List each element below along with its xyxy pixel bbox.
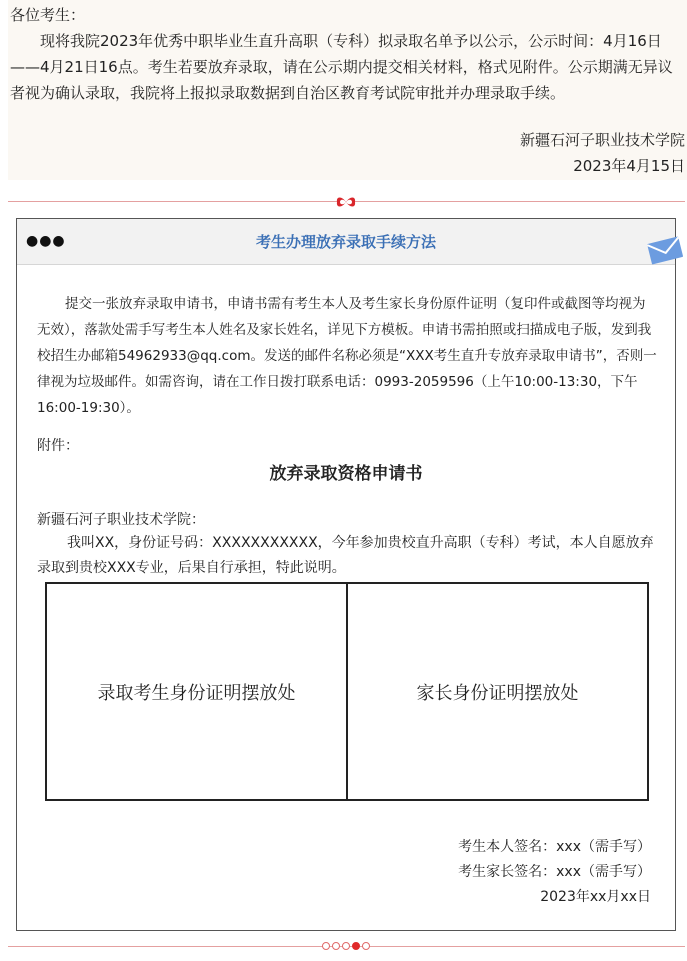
parent-id-cell: 家长身份证明摆放处 <box>346 584 647 799</box>
student-id-cell: 录取考生身份证明摆放处 <box>97 682 296 704</box>
application-statement: 我叫XX，身份证号码：XXXXXXXXXXX，今年参加贵校直升高职（专科）考试，本人自愿放弃录取到贵校XXX专业，后果自行承担，特此说明。 <box>37 535 654 576</box>
application-date: 2023年xx月xx日 <box>540 889 651 905</box>
dot-icon <box>362 942 370 950</box>
dot-icon <box>322 942 330 950</box>
notice-signature-org: 新疆石河子职业技术学院 <box>519 131 685 149</box>
application-title: 放弃录取资格申请书 <box>269 464 423 484</box>
dot-icon <box>332 942 340 950</box>
id-placement-table <box>45 582 649 801</box>
procedure-title: 考生办理放弃录取手续方法 <box>255 233 436 251</box>
more-dots-icon: ●●● <box>26 233 66 249</box>
procedure-box <box>16 218 676 931</box>
notice-paragraph: 现将我院2023年优秀中职毕业生直升高职（专科）拟录取名单予以公示，公示时间：4月16日——4月21日16点。考生若要放弃录取，请在公示期内提交相关材料，格式见附件。公示期满无异议者视为确认录取，我院将上报拟录取数据到自治区教育考试院审批并办理录取手续。 <box>10 32 673 102</box>
parent-signature-line: 考生家长签名：xxx（需手写） <box>458 864 651 880</box>
procedure-paragraph: 提交一张放弃录取申请书，申请书需有考生本人及考生家长身份原件证明（复印件或截图等均视为无效），落款处需手写考生本人姓名及家长姓名，详见下方模板。申请书需拍照或扫描成电子版，发到我校招生办邮箱54962933@qq.com。发送的邮件名称必须是“XXX考生直升专放弃录取申请书”，否则一律视为垃圾邮件。如需咨询，请在工作日拨打联系电话：0993-2059596（上午10:00-13:30，下午16:00-19:30）。 <box>37 296 657 416</box>
envelope-icon <box>645 233 685 267</box>
notice-section <box>8 0 687 180</box>
application-addressee: 新疆石河子职业技术学院： <box>37 512 205 528</box>
student-signature-line: 考生本人签名：xxx（需手写） <box>458 839 651 855</box>
notice-greeting: 各位考生： <box>10 6 86 24</box>
notice-signature-date: 2023年4月15日 <box>573 157 685 175</box>
attachment-label: 附件： <box>37 438 79 454</box>
dot-icon <box>342 942 350 950</box>
dot-icon <box>352 942 360 950</box>
procedure-header <box>17 219 675 265</box>
pagination-dots <box>322 942 372 952</box>
knot-ornament-icon <box>335 195 357 209</box>
